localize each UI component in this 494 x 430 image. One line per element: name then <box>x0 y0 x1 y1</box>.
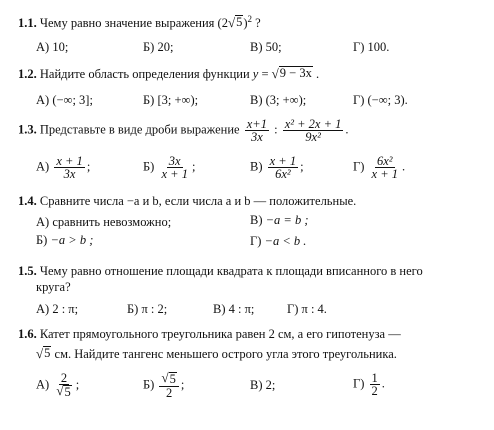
expression: (2 √ 5 )$^2$ ? <box>217 14 261 31</box>
option-a[interactable]: А) $\frac{x + 1}{3x}$ ; <box>36 154 91 181</box>
option-v[interactable]: В) (3; +∞); <box>250 93 307 107</box>
option-g[interactable]: Г) 100. <box>353 40 390 54</box>
question-text: Катет прямоугольного треугольника равен 2 см, а его гипотенуза — <box>39 327 401 341</box>
question-text: Сравните числа −a и b, если числа a и b — положительные. <box>39 194 357 208</box>
option-b[interactable]: Б) √ 5 2 ; <box>143 370 185 400</box>
option-a[interactable]: А) сравнить невозможно; <box>36 215 172 229</box>
question-number: 1.4. <box>18 194 37 208</box>
question-text: Представьте в виде дроби выражение <box>39 122 240 137</box>
question-text-cont: √ 5 см. Найдите тангенс меньшего острого угла этого треугольника. <box>36 346 397 361</box>
option-v[interactable]: В) 2; <box>250 378 276 392</box>
fraction-1: $\frac{x+1}{3x}$ <box>246 117 267 144</box>
question-text: Чему равно отношение площади квадрата к площади вписанного в него <box>39 264 423 278</box>
question-text-cont: круга? <box>36 280 71 294</box>
option-g[interactable]: Г) π : 4. <box>287 302 327 316</box>
question-1-2 <box>18 66 319 82</box>
question-text: Чему равно значение выражения <box>39 16 215 31</box>
question-1-1 <box>18 12 261 31</box>
option-a[interactable]: А) (−∞; 3]; <box>36 93 93 107</box>
option-b[interactable]: Б) [3; +∞); <box>143 93 199 107</box>
option-v[interactable]: В) $\frac{x + 1}{\text{6x²}}$ ; <box>250 154 304 181</box>
question-1-4 <box>18 194 356 209</box>
function-expression: y = √ 9 − 3x . <box>252 66 320 81</box>
option-g[interactable]: Г) $\frac{\text{6x²}}{x + 1}$ . <box>353 154 406 181</box>
question-text: Найдите область определения функции <box>39 67 250 81</box>
option-v[interactable]: В) 4 : π; <box>213 302 255 316</box>
question-number: 1.1. <box>18 16 37 31</box>
fraction-2: $\frac{\text{x² + 2x + 1}}{\text{9x²}}$ <box>284 117 342 144</box>
option-b[interactable]: Б) $\frac{3x}{x + 1}$ ; <box>143 154 196 181</box>
option-v[interactable]: В) −a = b ; <box>250 213 309 227</box>
question-1-3: 1.3. Представьте в виде дроби выражение $\frac{x+1}{3x}$ : $\frac{\text{x² + 2x + 1}}{\text{9x²}}$ . <box>18 117 349 144</box>
option-v[interactable]: В) 50; <box>250 40 282 54</box>
question-number: 1.3. <box>18 122 37 137</box>
option-a[interactable]: А) 2 : π; <box>36 302 79 316</box>
question-1-5 <box>18 264 423 279</box>
option-a[interactable]: А) 10; <box>36 40 69 54</box>
question-number: 1.5. <box>18 264 37 278</box>
option-b[interactable]: Б) −a > b ; <box>36 233 94 247</box>
option-a[interactable]: А) 2 √ 5 ; <box>36 371 80 399</box>
question-number: 1.6. <box>18 327 37 341</box>
option-b[interactable]: Б) 20; <box>143 40 174 54</box>
question-number: 1.2. <box>18 67 37 81</box>
option-b[interactable]: Б) π : 2; <box>127 302 168 316</box>
option-g[interactable]: Г) $\frac{1}{2}$ . <box>353 371 385 398</box>
option-g[interactable]: Г) (−∞; 3). <box>353 93 408 107</box>
question-1-6 <box>18 327 401 342</box>
option-g[interactable]: Г) −a < b . <box>250 234 307 248</box>
